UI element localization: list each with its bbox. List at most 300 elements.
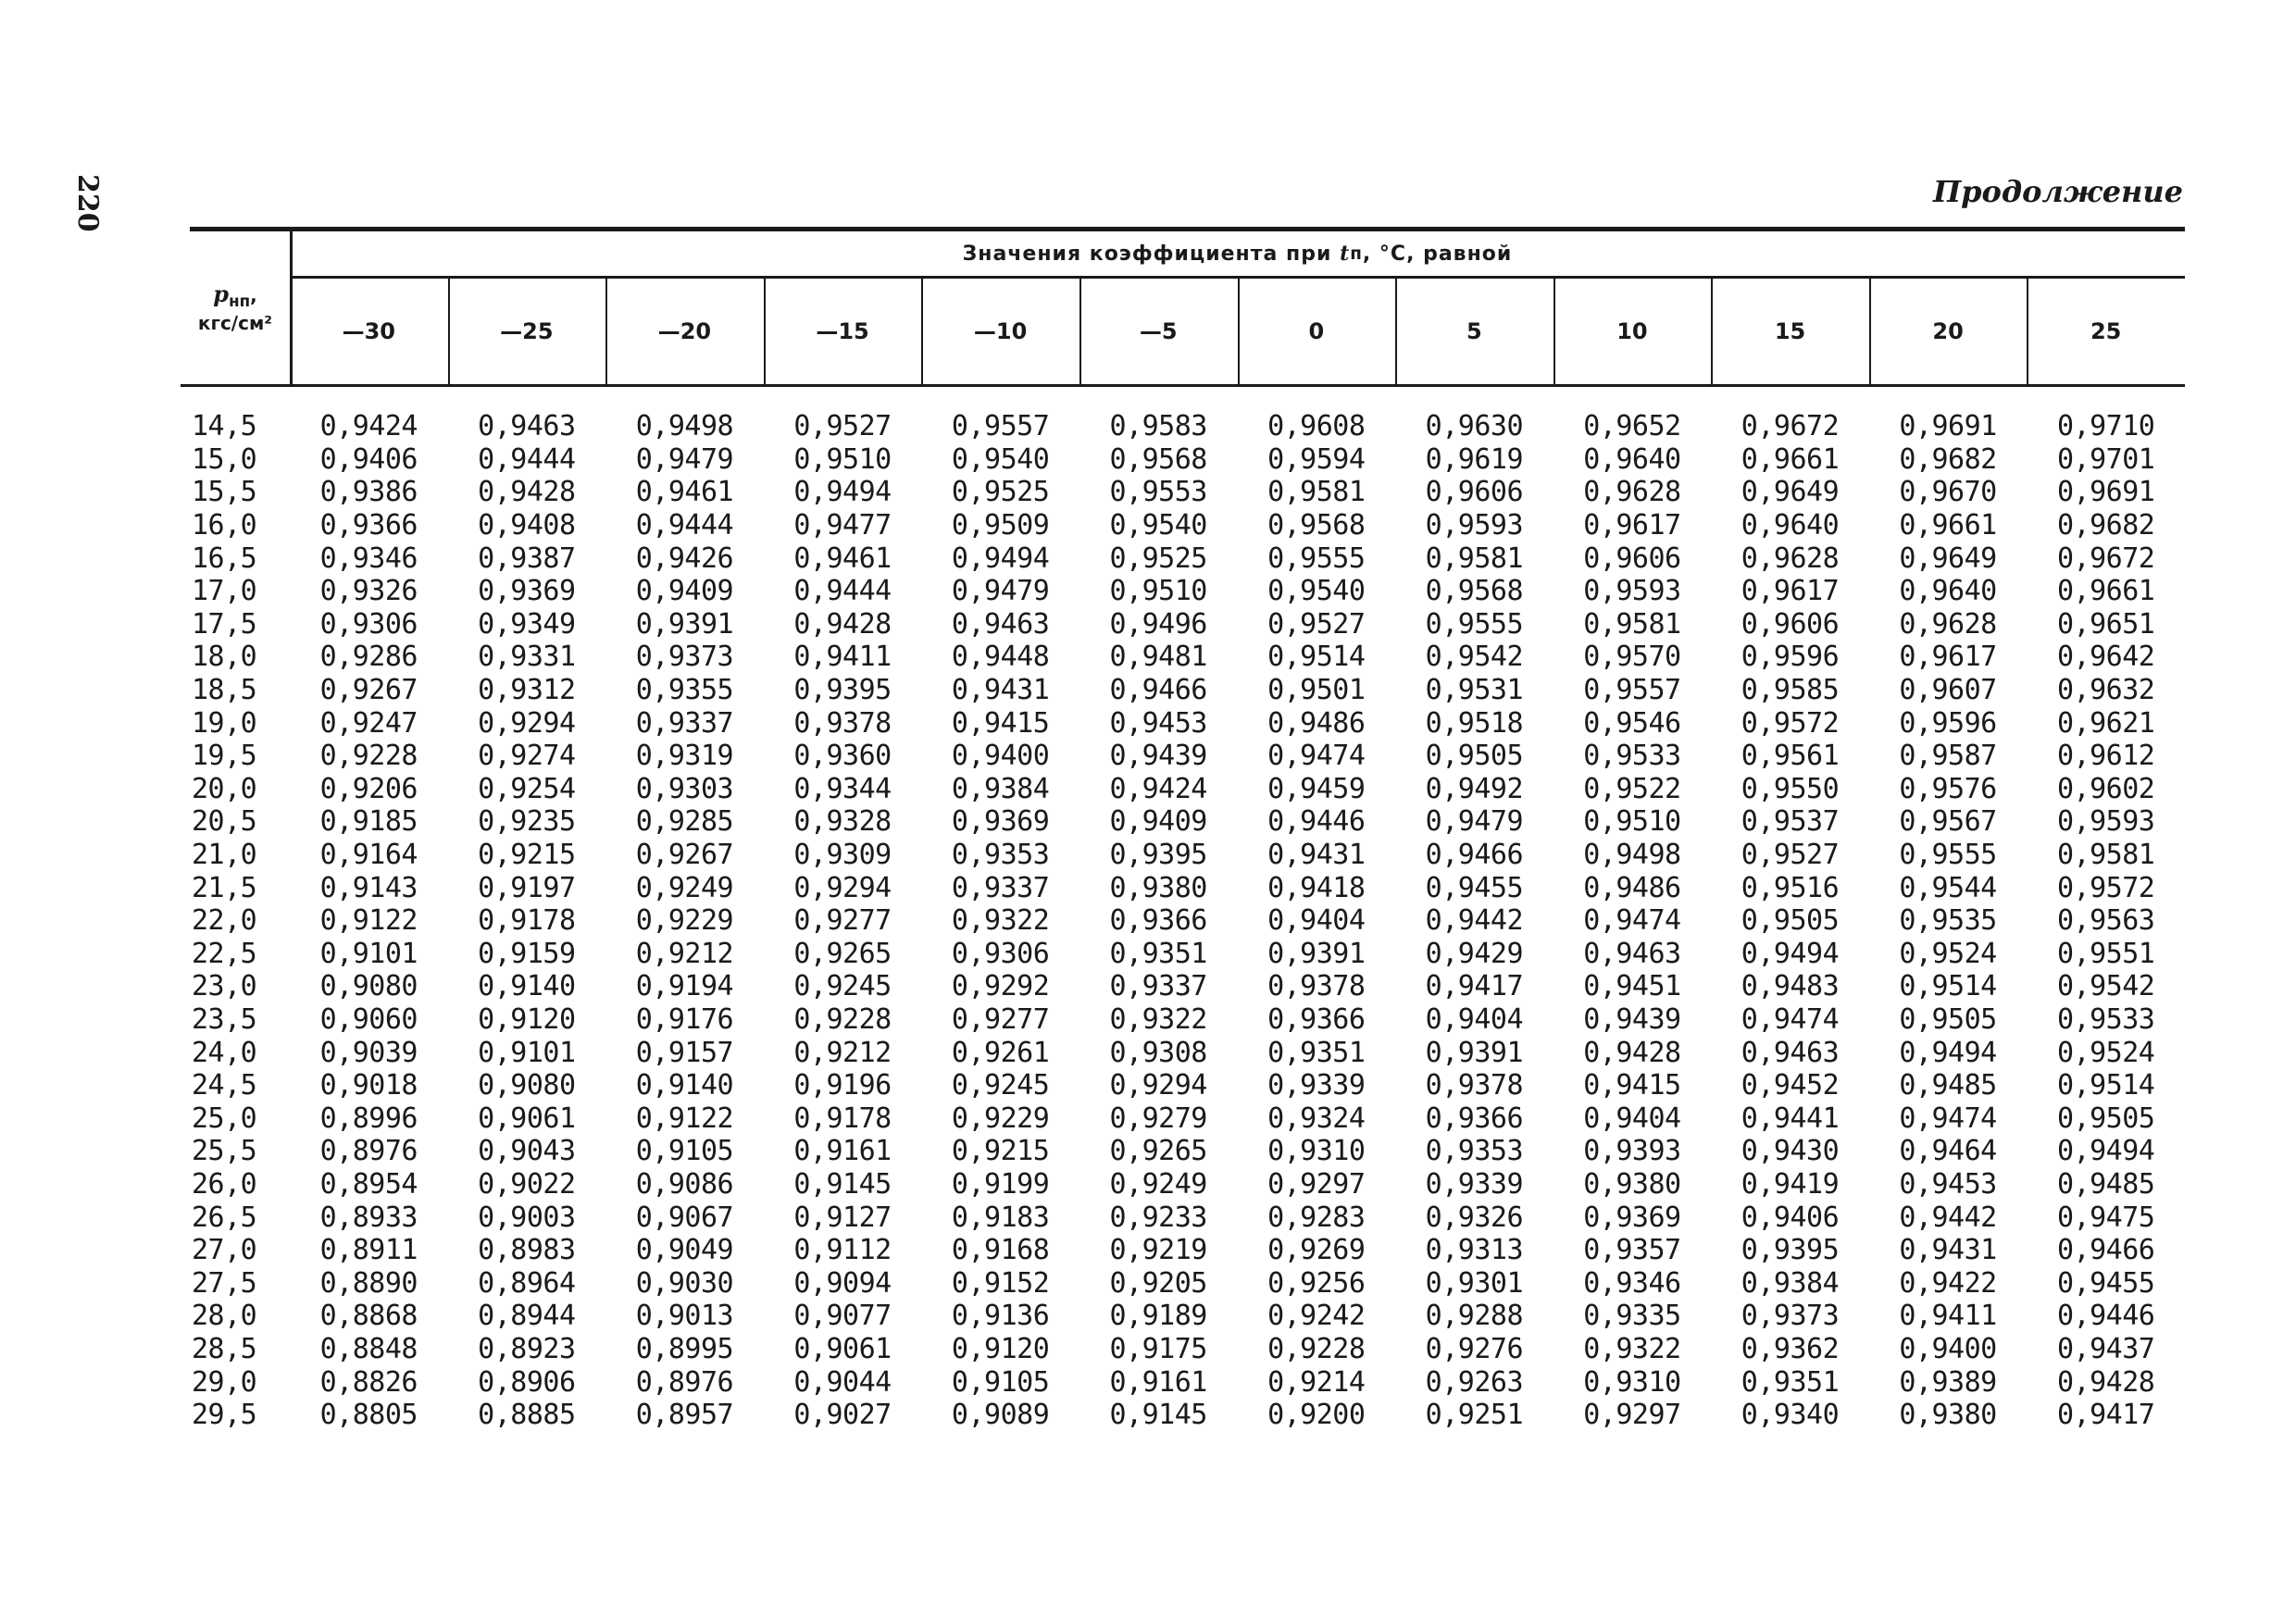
table-row bbox=[181, 805, 2185, 839]
coefficient-cell: 0,9161 bbox=[1109, 1365, 1207, 1399]
coefficient-cell: 0,8923 bbox=[478, 1332, 576, 1365]
pressure-cell: 29,0 bbox=[192, 1365, 257, 1399]
pressure-cell: 24,0 bbox=[192, 1036, 257, 1069]
pressure-cell: 24,5 bbox=[192, 1069, 257, 1102]
pressure-cell: 27,5 bbox=[192, 1266, 257, 1300]
coefficient-cell: 0,9498 bbox=[635, 410, 734, 443]
coefficient-cell: 0,9380 bbox=[1583, 1167, 1681, 1201]
coefficient-cell: 0,9378 bbox=[793, 706, 892, 740]
coefficient-cell: 0,9373 bbox=[1741, 1300, 1840, 1333]
coefficient-cell: 0,9254 bbox=[478, 772, 576, 805]
coefficient-cell: 0,9122 bbox=[635, 1101, 734, 1135]
column-divider bbox=[1869, 279, 1871, 384]
coefficient-cell: 0,9362 bbox=[1741, 1332, 1840, 1365]
coefficient-cell: 0,9389 bbox=[1899, 1365, 1997, 1399]
coefficient-cell: 0,9632 bbox=[2056, 674, 2155, 707]
coefficient-cell: 0,8954 bbox=[319, 1167, 418, 1201]
coefficient-cell: 0,9060 bbox=[319, 1002, 418, 1036]
coefficient-cell: 0,9617 bbox=[1583, 509, 1681, 542]
coefficient-cell: 0,9161 bbox=[793, 1135, 892, 1168]
stub-header: $p_{нп}$, кгс/см² bbox=[197, 280, 273, 334]
coefficient-cell: 0,9249 bbox=[635, 871, 734, 904]
coefficient-cell: 0,9366 bbox=[1425, 1101, 1524, 1135]
coefficient-cell: 0,9228 bbox=[793, 1002, 892, 1036]
coefficient-cell: 0,9527 bbox=[793, 410, 892, 443]
coefficient-cell: 0,9140 bbox=[478, 970, 576, 1003]
coefficient-cell: 0,9378 bbox=[1267, 970, 1366, 1003]
coefficient-cell: 0,9568 bbox=[1109, 442, 1207, 476]
coefficient-cell: 0,9553 bbox=[1109, 476, 1207, 509]
coefficient-cell: 0,9322 bbox=[1583, 1332, 1681, 1365]
coefficient-cell: 0,9455 bbox=[2056, 1266, 2155, 1300]
coefficient-cell: 0,9691 bbox=[1899, 410, 1997, 443]
column-header: —30 bbox=[342, 318, 395, 344]
coefficient-cell: 0,9453 bbox=[1109, 706, 1207, 740]
pressure-cell: 17,5 bbox=[192, 607, 257, 641]
coefficient-cell: 0,9682 bbox=[2056, 509, 2155, 542]
coefficient-cell: 0,9378 bbox=[1425, 1069, 1524, 1102]
coefficient-cell: 0,9710 bbox=[2056, 410, 2155, 443]
coefficient-cell: 0,9369 bbox=[478, 575, 576, 608]
pressure-cell: 29,5 bbox=[192, 1399, 257, 1432]
coefficient-cell: 0,9265 bbox=[793, 937, 892, 970]
coefficient-cell: 0,9486 bbox=[1267, 706, 1366, 740]
coefficient-cell: 0,9301 bbox=[1425, 1266, 1524, 1300]
coefficient-cell: 0,9013 bbox=[635, 1300, 734, 1333]
coefficient-cell: 0,9406 bbox=[319, 442, 418, 476]
column-header: 25 bbox=[2090, 318, 2122, 344]
table-row bbox=[181, 1135, 2185, 1168]
coefficient-cell: 0,9498 bbox=[1583, 839, 1681, 872]
coefficient-cell: 0,9306 bbox=[951, 937, 1050, 970]
column-divider bbox=[1079, 279, 1081, 384]
coefficient-cell: 0,9492 bbox=[1425, 772, 1524, 805]
pressure-cell: 26,0 bbox=[192, 1167, 257, 1201]
coefficient-cell: 0,9474 bbox=[1899, 1101, 1997, 1135]
coefficient-cell: 0,9285 bbox=[635, 805, 734, 839]
pressure-cell: 22,0 bbox=[192, 904, 257, 938]
coefficient-cell: 0,9178 bbox=[478, 904, 576, 938]
coefficient-cell: 0,9463 bbox=[1741, 1036, 1840, 1069]
coefficient-cell: 0,9640 bbox=[1741, 509, 1840, 542]
coefficient-cell: 0,9474 bbox=[1267, 740, 1366, 773]
coefficient-cell: 0,9157 bbox=[635, 1036, 734, 1069]
coefficient-cell: 0,9292 bbox=[951, 970, 1050, 1003]
coefficient-cell: 0,9077 bbox=[793, 1300, 892, 1333]
table-row bbox=[181, 443, 2185, 477]
coefficient-cell: 0,9197 bbox=[478, 871, 576, 904]
coefficient-cell: 0,9479 bbox=[1425, 805, 1524, 839]
coefficient-cell: 0,9510 bbox=[793, 442, 892, 476]
pressure-cell: 21,0 bbox=[192, 839, 257, 872]
coefficient-cell: 0,9652 bbox=[1583, 410, 1681, 443]
coefficient-cell: 0,9430 bbox=[1741, 1135, 1840, 1168]
coefficient-cell: 0,9672 bbox=[2056, 541, 2155, 575]
coefficient-cell: 0,9596 bbox=[1899, 706, 1997, 740]
coefficient-cell: 0,9306 bbox=[319, 607, 418, 641]
coefficient-cell: 0,9339 bbox=[1425, 1167, 1524, 1201]
table-row bbox=[181, 1036, 2185, 1069]
coefficient-cell: 0,9294 bbox=[1109, 1069, 1207, 1102]
coefficient-cell: 0,9404 bbox=[1267, 904, 1366, 938]
coefficient-cell: 0,9540 bbox=[951, 442, 1050, 476]
coefficient-cell: 0,8976 bbox=[635, 1365, 734, 1399]
coefficient-cell: 0,9419 bbox=[1741, 1167, 1840, 1201]
coefficient-cell: 0,9143 bbox=[319, 871, 418, 904]
coefficient-cell: 0,9242 bbox=[1267, 1300, 1366, 1333]
coefficient-cell: 0,9322 bbox=[951, 904, 1050, 938]
coefficient-cell: 0,9340 bbox=[1741, 1399, 1840, 1432]
coefficient-cell: 0,9568 bbox=[1267, 509, 1366, 542]
coefficient-cell: 0,9428 bbox=[478, 476, 576, 509]
coefficient-cell: 0,9431 bbox=[1899, 1234, 1997, 1267]
coefficient-cell: 0,9229 bbox=[951, 1101, 1050, 1135]
coefficient-cell: 0,8944 bbox=[478, 1300, 576, 1333]
coefficient-cell: 0,9608 bbox=[1267, 410, 1366, 443]
coefficient-cell: 0,9587 bbox=[1899, 740, 1997, 773]
coefficient-cell: 0,9426 bbox=[635, 541, 734, 575]
coefficient-cell: 0,9524 bbox=[2056, 1036, 2155, 1069]
table-row bbox=[181, 608, 2185, 641]
pressure-cell: 15,5 bbox=[192, 476, 257, 509]
coefficient-cell: 0,9596 bbox=[1741, 641, 1840, 674]
coefficient-cell: 0,9441 bbox=[1741, 1101, 1840, 1135]
coefficient-cell: 0,9572 bbox=[2056, 871, 2155, 904]
coefficient-cell: 0,9276 bbox=[1425, 1332, 1524, 1365]
coefficient-cell: 0,9386 bbox=[319, 476, 418, 509]
coefficient-cell: 0,9537 bbox=[1741, 805, 1840, 839]
coefficient-cell: 0,9424 bbox=[1109, 772, 1207, 805]
coefficient-cell: 0,9122 bbox=[319, 904, 418, 938]
coefficient-cell: 0,9175 bbox=[1109, 1332, 1207, 1365]
coefficient-cell: 0,9094 bbox=[793, 1266, 892, 1300]
table-row bbox=[181, 1266, 2185, 1300]
coefficient-cell: 0,9200 bbox=[1267, 1399, 1366, 1432]
coefficient-cell: 0,9404 bbox=[1425, 1002, 1524, 1036]
coefficient-cell: 0,9018 bbox=[319, 1069, 418, 1102]
table-row bbox=[181, 476, 2185, 509]
coefficient-cell: 0,9043 bbox=[478, 1135, 576, 1168]
span-header-prefix: Значения коэффициента при bbox=[962, 242, 1332, 266]
column-divider bbox=[764, 279, 766, 384]
table-row bbox=[181, 1101, 2185, 1135]
coefficient-cell: 0,9176 bbox=[635, 1002, 734, 1036]
pressure-symbol: p bbox=[213, 280, 230, 308]
coefficient-cell: 0,9369 bbox=[1583, 1201, 1681, 1234]
table-row bbox=[181, 410, 2185, 443]
coefficient-cell: 0,9514 bbox=[1267, 641, 1366, 674]
coefficient-cell: 0,9310 bbox=[1267, 1135, 1366, 1168]
column-header: 15 bbox=[1774, 318, 1806, 344]
coefficient-cell: 0,8906 bbox=[478, 1365, 576, 1399]
coefficient-cell: 0,9533 bbox=[1583, 740, 1681, 773]
column-divider bbox=[448, 279, 450, 384]
column-divider bbox=[1554, 279, 1555, 384]
pressure-cell: 23,0 bbox=[192, 970, 257, 1003]
coefficient-cell: 0,9267 bbox=[319, 674, 418, 707]
coefficient-cell: 0,9479 bbox=[951, 575, 1050, 608]
coefficient-cell: 0,9245 bbox=[951, 1069, 1050, 1102]
coefficient-cell: 0,9442 bbox=[1899, 1201, 1997, 1234]
table-row bbox=[181, 1069, 2185, 1102]
coefficient-cell: 0,9215 bbox=[951, 1135, 1050, 1168]
table-row bbox=[181, 740, 2185, 773]
coefficient-cell: 0,9297 bbox=[1583, 1399, 1681, 1432]
coefficient-cell: 0,8996 bbox=[319, 1101, 418, 1135]
coefficient-cell: 0,9546 bbox=[1583, 706, 1681, 740]
coefficient-cell: 0,9494 bbox=[1899, 1036, 1997, 1069]
coefficient-cell: 0,9310 bbox=[1583, 1365, 1681, 1399]
coefficient-cell: 0,9628 bbox=[1741, 541, 1840, 575]
coefficient-cell: 0,9494 bbox=[951, 541, 1050, 575]
coefficient-cell: 0,9395 bbox=[1741, 1234, 1840, 1267]
coefficient-cell: 0,9555 bbox=[1425, 607, 1524, 641]
coefficient-cell: 0,9101 bbox=[319, 937, 418, 970]
coefficient-cell: 0,9557 bbox=[951, 410, 1050, 443]
coefficient-cell: 0,9424 bbox=[319, 410, 418, 443]
coefficient-cell: 0,9127 bbox=[793, 1201, 892, 1234]
coefficient-cell: 0,9437 bbox=[2056, 1332, 2155, 1365]
coefficient-cell: 0,9642 bbox=[2056, 641, 2155, 674]
coefficient-cell: 0,9510 bbox=[1109, 575, 1207, 608]
column-header: 10 bbox=[1616, 318, 1648, 344]
coefficient-cell: 0,9326 bbox=[319, 575, 418, 608]
coefficient-cell: 0,9267 bbox=[635, 839, 734, 872]
coefficient-cell: 0,9428 bbox=[1583, 1036, 1681, 1069]
table-row bbox=[181, 674, 2185, 707]
coefficient-cell: 0,9145 bbox=[793, 1167, 892, 1201]
coefficient-cell: 0,9691 bbox=[2056, 476, 2155, 509]
table-row bbox=[181, 871, 2185, 904]
coefficient-cell: 0,9159 bbox=[478, 937, 576, 970]
coefficient-cell: 0,9524 bbox=[1899, 937, 1997, 970]
table-row bbox=[181, 1201, 2185, 1234]
coefficient-cell: 0,9461 bbox=[793, 541, 892, 575]
coefficient-cell: 0,9395 bbox=[1109, 839, 1207, 872]
coefficient-cell: 0,9505 bbox=[1741, 904, 1840, 938]
table-row bbox=[181, 706, 2185, 740]
coefficient-cell: 0,9003 bbox=[478, 1201, 576, 1234]
coefficient-cell: 0,9525 bbox=[1109, 541, 1207, 575]
coefficient-cell: 0,9152 bbox=[951, 1266, 1050, 1300]
coefficient-cell: 0,9572 bbox=[1741, 706, 1840, 740]
coefficient-cell: 0,9391 bbox=[1267, 937, 1366, 970]
coefficient-cell: 0,9049 bbox=[635, 1234, 734, 1267]
coefficient-cell: 0,9431 bbox=[951, 674, 1050, 707]
coefficient-cell: 0,9494 bbox=[2056, 1135, 2155, 1168]
coefficient-cell: 0,9409 bbox=[635, 575, 734, 608]
temperature-symbol: t bbox=[1340, 242, 1351, 266]
coefficient-cell: 0,9120 bbox=[951, 1332, 1050, 1365]
pressure-cell: 19,0 bbox=[192, 706, 257, 740]
coefficient-cell: 0,9630 bbox=[1425, 410, 1524, 443]
coefficient-cell: 0,9089 bbox=[951, 1399, 1050, 1432]
coefficient-cell: 0,9249 bbox=[1109, 1167, 1207, 1201]
coefficient-cell: 0,9418 bbox=[1267, 871, 1366, 904]
coefficient-cell: 0,9661 bbox=[1741, 442, 1840, 476]
coefficient-cell: 0,9581 bbox=[1425, 541, 1524, 575]
coefficient-cell: 0,9265 bbox=[1109, 1135, 1207, 1168]
coefficient-cell: 0,9617 bbox=[1899, 641, 1997, 674]
coefficient-cell: 0,9404 bbox=[1583, 1101, 1681, 1135]
coefficient-cell: 0,9555 bbox=[1899, 839, 1997, 872]
pressure-subscript: нп bbox=[229, 292, 251, 311]
coefficient-cell: 0,9505 bbox=[1425, 740, 1524, 773]
coefficient-cell: 0,9428 bbox=[793, 607, 892, 641]
coefficient-cell: 0,9496 bbox=[1109, 607, 1207, 641]
coefficient-cell: 0,9477 bbox=[793, 509, 892, 542]
coefficient-cell: 0,9351 bbox=[1109, 937, 1207, 970]
coefficient-cell: 0,9542 bbox=[1425, 641, 1524, 674]
coefficient-cell: 0,9533 bbox=[2056, 1002, 2155, 1036]
coefficient-cell: 0,9120 bbox=[478, 1002, 576, 1036]
coefficient-cell: 0,9263 bbox=[1425, 1365, 1524, 1399]
pressure-unit: кгс/см² bbox=[197, 311, 273, 334]
pressure-cell: 25,0 bbox=[192, 1101, 257, 1135]
coefficient-cell: 0,9621 bbox=[2056, 706, 2155, 740]
coefficient-cell: 0,9535 bbox=[1899, 904, 1997, 938]
coefficient-cell: 0,8964 bbox=[478, 1266, 576, 1300]
coefficient-cell: 0,9247 bbox=[319, 706, 418, 740]
coefficient-cell: 0,9451 bbox=[1583, 970, 1681, 1003]
coefficient-cell: 0,9474 bbox=[1583, 904, 1681, 938]
coefficient-cell: 0,8890 bbox=[319, 1266, 418, 1300]
coefficient-cell: 0,9619 bbox=[1425, 442, 1524, 476]
pressure-cell: 17,0 bbox=[192, 575, 257, 608]
coefficient-cell: 0,9606 bbox=[1583, 541, 1681, 575]
coefficient-cell: 0,9229 bbox=[635, 904, 734, 938]
coefficient-cell: 0,9251 bbox=[1425, 1399, 1524, 1432]
coefficient-cell: 0,9245 bbox=[793, 970, 892, 1003]
coefficient-cell: 0,9628 bbox=[1899, 607, 1997, 641]
coefficient-cell: 0,9518 bbox=[1425, 706, 1524, 740]
coefficient-cell: 0,9406 bbox=[1741, 1201, 1840, 1234]
column-divider bbox=[2027, 279, 2028, 384]
coefficient-cell: 0,9464 bbox=[1899, 1135, 1997, 1168]
coefficient-cell: 0,9509 bbox=[951, 509, 1050, 542]
table-row bbox=[181, 575, 2185, 608]
coefficient-cell: 0,9583 bbox=[1109, 410, 1207, 443]
coefficient-cell: 0,9205 bbox=[1109, 1266, 1207, 1300]
coefficient-cell: 0,9215 bbox=[478, 839, 576, 872]
coefficient-cell: 0,9576 bbox=[1899, 772, 1997, 805]
coefficient-cell: 0,9557 bbox=[1583, 674, 1681, 707]
coefficient-cell: 0,9544 bbox=[1899, 871, 1997, 904]
coefficient-cell: 0,9178 bbox=[793, 1101, 892, 1135]
coefficient-cell: 0,9568 bbox=[1425, 575, 1524, 608]
pressure-cell: 28,5 bbox=[192, 1332, 257, 1365]
table-row bbox=[181, 1300, 2185, 1333]
coefficient-cell: 0,9446 bbox=[2056, 1300, 2155, 1333]
coefficient-cell: 0,9444 bbox=[478, 442, 576, 476]
coefficient-cell: 0,9228 bbox=[1267, 1332, 1366, 1365]
coefficient-cell: 0,9256 bbox=[1267, 1266, 1366, 1300]
span-header bbox=[290, 231, 2185, 276]
coefficient-cell: 0,9682 bbox=[1899, 442, 1997, 476]
coefficient-cell: 0,9164 bbox=[319, 839, 418, 872]
coefficient-cell: 0,8976 bbox=[319, 1135, 418, 1168]
coefficient-cell: 0,9369 bbox=[951, 805, 1050, 839]
coefficient-cell: 0,9522 bbox=[1583, 772, 1681, 805]
coefficient-cell: 0,9337 bbox=[635, 706, 734, 740]
table-row bbox=[181, 904, 2185, 938]
coefficient-cell: 0,9324 bbox=[1267, 1101, 1366, 1135]
coefficient-cell: 0,9444 bbox=[793, 575, 892, 608]
coefficient-cell: 0,9067 bbox=[635, 1201, 734, 1234]
coefficient-cell: 0,9415 bbox=[1583, 1069, 1681, 1102]
coefficient-cell: 0,9463 bbox=[1583, 937, 1681, 970]
coefficient-cell: 0,9357 bbox=[1583, 1234, 1681, 1267]
coefficient-cell: 0,9319 bbox=[635, 740, 734, 773]
coefficient-cell: 0,9651 bbox=[2056, 607, 2155, 641]
coefficient-cell: 0,9531 bbox=[1425, 674, 1524, 707]
column-header: —15 bbox=[816, 318, 869, 344]
table-row bbox=[181, 1234, 2185, 1267]
coefficient-cell: 0,9322 bbox=[1109, 1002, 1207, 1036]
coefficient-cell: 0,9199 bbox=[951, 1167, 1050, 1201]
coefficient-cell: 0,8933 bbox=[319, 1201, 418, 1234]
coefficient-cell: 0,9206 bbox=[319, 772, 418, 805]
coefficient-cell: 0,9593 bbox=[1425, 509, 1524, 542]
column-header: —25 bbox=[500, 318, 554, 344]
table-row bbox=[181, 938, 2185, 971]
coefficient-cell: 0,9112 bbox=[793, 1234, 892, 1267]
coefficient-cell: 0,9670 bbox=[1899, 476, 1997, 509]
column-divider bbox=[1238, 279, 1240, 384]
coefficient-cell: 0,9527 bbox=[1741, 839, 1840, 872]
coefficient-cell: 0,9366 bbox=[1267, 1002, 1366, 1036]
column-divider bbox=[1711, 279, 1713, 384]
coefficient-cell: 0,9384 bbox=[951, 772, 1050, 805]
coefficient-cell: 0,9494 bbox=[793, 476, 892, 509]
coefficient-cell: 0,9606 bbox=[1425, 476, 1524, 509]
coefficient-cell: 0,9039 bbox=[319, 1036, 418, 1069]
coefficient-cell: 0,9313 bbox=[1425, 1234, 1524, 1267]
coefficient-cell: 0,9101 bbox=[478, 1036, 576, 1069]
coefficient-cell: 0,9448 bbox=[951, 641, 1050, 674]
coefficient-cell: 0,9594 bbox=[1267, 442, 1366, 476]
table-row bbox=[181, 1003, 2185, 1037]
coefficient-cell: 0,9581 bbox=[1267, 476, 1366, 509]
coefficient-cell: 0,9286 bbox=[319, 641, 418, 674]
coefficient-cell: 0,9581 bbox=[1583, 607, 1681, 641]
coefficient-cell: 0,8911 bbox=[319, 1234, 418, 1267]
pressure-cell: 28,0 bbox=[192, 1300, 257, 1333]
table-row bbox=[181, 773, 2185, 806]
coefficient-cell: 0,9466 bbox=[1425, 839, 1524, 872]
coefficient-cell: 0,9349 bbox=[478, 607, 576, 641]
coefficient-cell: 0,9044 bbox=[793, 1365, 892, 1399]
coefficient-cell: 0,9393 bbox=[1583, 1135, 1681, 1168]
coefficient-cell: 0,9297 bbox=[1267, 1167, 1366, 1201]
coefficient-cell: 0,9439 bbox=[1583, 1002, 1681, 1036]
coefficient-cell: 0,9593 bbox=[1583, 575, 1681, 608]
pressure-cell: 14,5 bbox=[192, 410, 257, 443]
coefficient-cell: 0,8885 bbox=[478, 1399, 576, 1432]
table-row bbox=[181, 1168, 2185, 1201]
coefficient-cell: 0,9233 bbox=[1109, 1201, 1207, 1234]
coefficient-cell: 0,9279 bbox=[1109, 1101, 1207, 1135]
coefficient-cell: 0,9214 bbox=[1267, 1365, 1366, 1399]
pressure-cell: 26,5 bbox=[192, 1201, 257, 1234]
coefficient-cell: 0,9400 bbox=[951, 740, 1050, 773]
column-header: 5 bbox=[1466, 318, 1482, 344]
coefficient-cell: 0,9283 bbox=[1267, 1201, 1366, 1234]
coefficient-cell: 0,9453 bbox=[1899, 1167, 1997, 1201]
coefficient-cell: 0,9380 bbox=[1109, 871, 1207, 904]
coefficient-cell: 0,9061 bbox=[478, 1101, 576, 1135]
column-header: —5 bbox=[1139, 318, 1178, 344]
